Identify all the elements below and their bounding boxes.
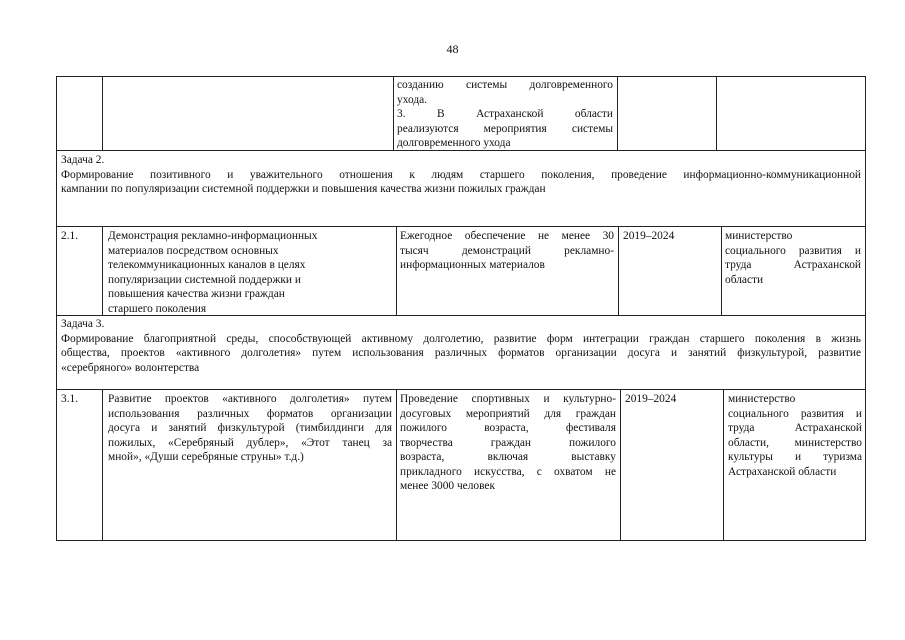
column-divider	[620, 389, 621, 540]
task-2-block: Задача 2. Формирование позитивного и уважительного отношения к людям старшего поколения, проведение информационно-коммуникационной кампании по популяризации системной поддержки и повышения качества жизни пожилых граждан	[61, 154, 861, 195]
column-divider	[716, 77, 717, 150]
column-divider	[721, 226, 722, 315]
row-divider	[57, 226, 865, 227]
column-divider	[102, 226, 103, 315]
row-2-1-period: 2019–2024	[623, 230, 675, 242]
task-3-block: Задача 3. Формирование благоприятной среды, способствующей активному долголетию, развитие форм интеграции граждан старшего поколения в жизнь общества, проектов «активного долголетия» путем использования различных форматов организации досуга и занятий физкультурой, развитие «серебряного» волонтерства	[61, 318, 861, 374]
top-row-measure: созданию системы долговременного ухода. 3. В Астраханской области реализуются мероприятия системы долговременного ухода	[397, 79, 613, 149]
column-divider	[102, 77, 103, 150]
row-2-1-executor: министерство социального развития и труда Астраханской области	[725, 230, 861, 286]
column-divider	[102, 389, 103, 540]
row-3-1-result: Проведение спортивных и культурно- досуговых мероприятий для граждан пожилого возраста, фестиваля творчества граждан пожилого возраста, включая выставку прикладного искусства, с охватом не менее 3000 человек	[400, 393, 616, 492]
column-divider	[396, 389, 397, 540]
row-2-1-result: Ежегодное обеспечение не менее 30 тысяч демонстраций рекламно- информационных материалов	[400, 230, 614, 271]
row-3-1-executor: министерство социального развития и труда Астраханской области, министерство культуры и туризма Астраханской области	[728, 393, 862, 478]
row-3-1-event: Развитие проектов «активного долголетия» путем использования различных форматов организации досуга и занятий физкультурой (тимбилдинги для пожилых, «Серебряный дублер», «Этот танец за мной», «Души серебряные струны» т.д.)	[108, 393, 392, 463]
row-2-1-number: 2.1.	[61, 230, 79, 242]
column-divider	[393, 77, 394, 150]
row-3-1-number: 3.1.	[61, 393, 79, 405]
column-divider	[723, 389, 724, 540]
column-divider	[396, 226, 397, 315]
row-2-1-event: Демонстрация рекламно-информационных материалов посредством основных телекоммуникационных каналов в целях популяризации системной поддержки и повышения качества жизни граждан старшего поколения	[108, 230, 318, 315]
row-divider	[57, 389, 865, 390]
column-divider	[617, 77, 618, 150]
task-heading: Задача 2.	[61, 154, 105, 166]
page-number: 48	[446, 42, 459, 56]
measures-table	[56, 76, 866, 541]
task-heading: Задача 3.	[61, 318, 105, 330]
row-3-1-period: 2019–2024	[625, 393, 677, 405]
column-divider	[618, 226, 619, 315]
